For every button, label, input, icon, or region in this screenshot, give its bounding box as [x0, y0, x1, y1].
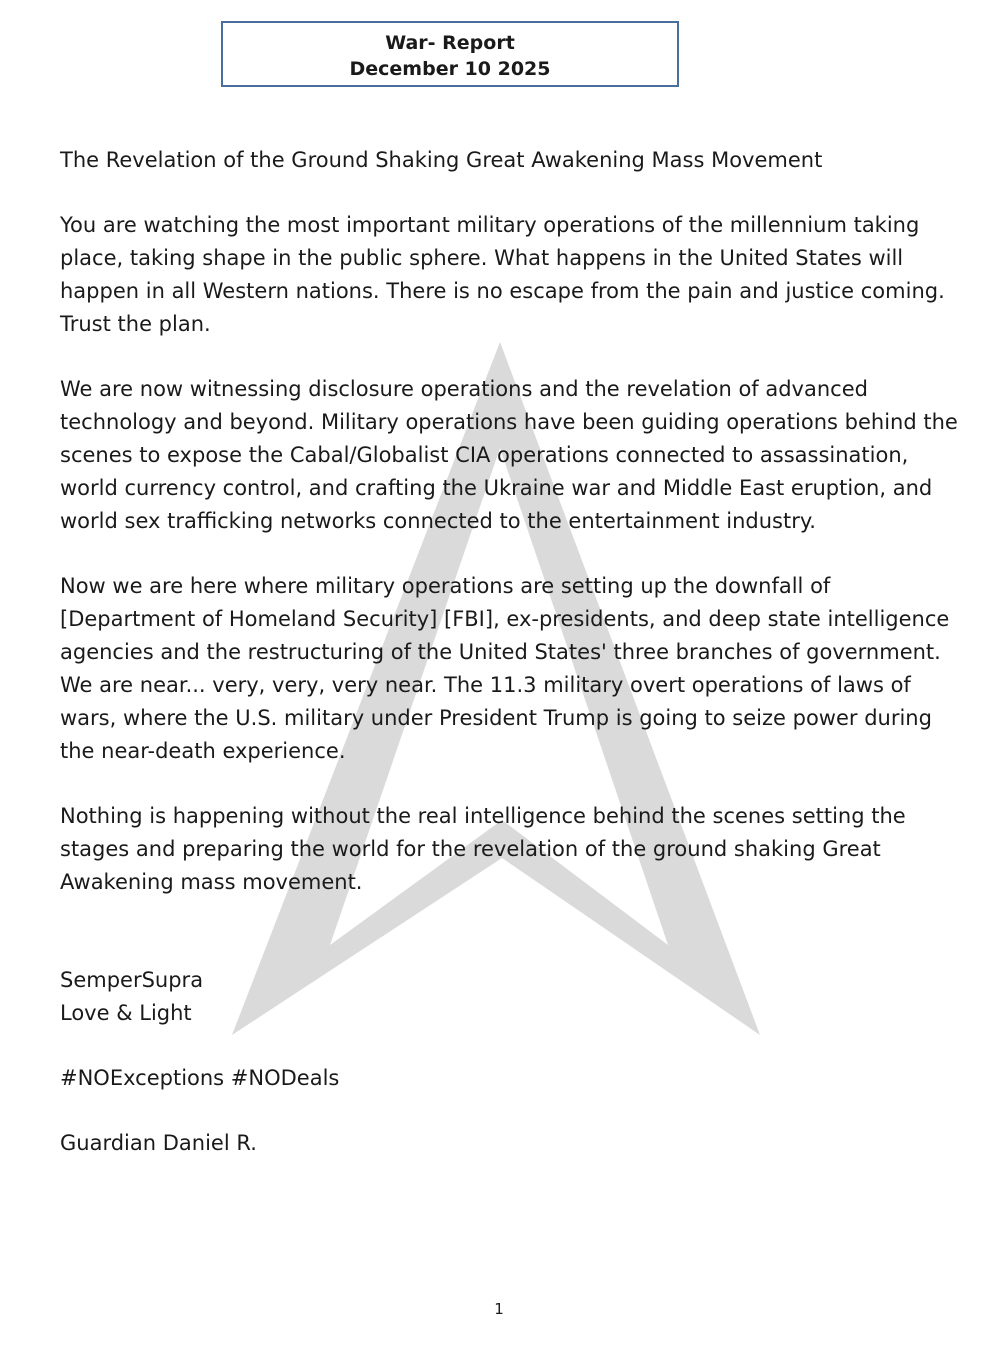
report-header-title: War- Report — [385, 32, 515, 54]
body-paragraph: You are watching the most important military operations of the millennium taking place, taking shape in the public sphere. What happens in the United States will happen in all Western nations. There is no escape from the pain and justice coming. Trust the plan. — [60, 213, 945, 336]
body-paragraph: Now we are here where military operations are setting up the downfall of [Department of Homeland Security] [FBI], ex-presidents, and deep state intelligence agencies and the restructuring of the United States' three branches of government. We are near... very, very, very near. The 11.3 military overt operations of laws of wars, where the U.S. military under President Trump is going to seize power during the near-death experience. — [60, 574, 950, 763]
signoff-block — [60, 964, 965, 1030]
signoff-name: SemperSupra — [60, 968, 204, 992]
body-paragraph: We are now witnessing disclosure operations and the revelation of advanced technology and beyond. Military operations have been guiding operations behind the scenes to expose the Cabal/Globalist CIA operations connected to assassination, world currency control, and crafting the Ukraine war and Middle East eruption, and world sex trafficking networks connected to the entertainment industry. — [60, 377, 958, 533]
author-name: Guardian Daniel R. — [60, 1131, 257, 1155]
report-header-date: December 10 2025 — [349, 58, 551, 80]
document-title: The Revelation of the Ground Shaking Great Awakening Mass Movement — [60, 148, 823, 172]
page-number: 1 — [494, 1300, 504, 1318]
body-paragraph: Nothing is happening without the real intelligence behind the scenes setting the stages and preparing the world for the revelation of the ground shaking Great Awakening mass movement. — [60, 804, 906, 894]
signoff-greeting: Love & Light — [60, 1001, 192, 1025]
report-header-box — [221, 21, 679, 87]
document-body — [60, 144, 965, 1192]
hashtags: #NOExceptions #NODeals — [60, 1066, 340, 1090]
